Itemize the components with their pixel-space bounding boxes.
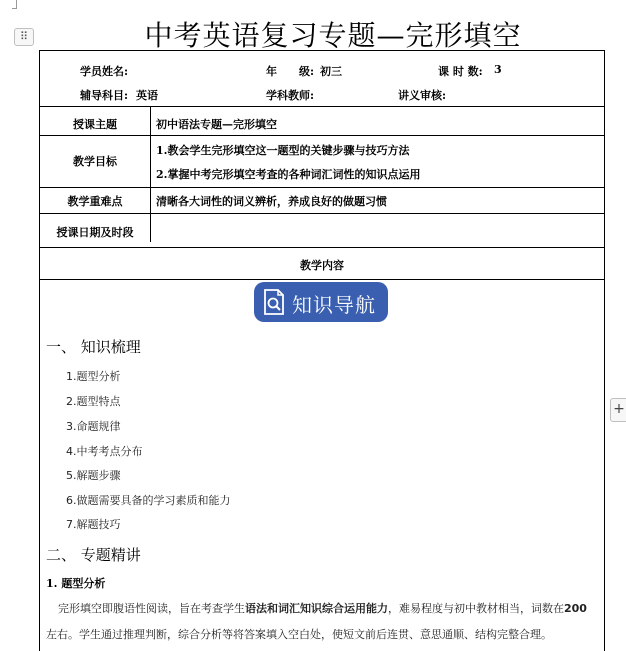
- list-item: 3.命题规律: [66, 420, 121, 433]
- divider: [40, 135, 604, 136]
- divider: [40, 247, 604, 248]
- list-item: 7.解题技巧: [66, 518, 121, 531]
- list-item: 1.题型分析: [66, 370, 121, 383]
- goals-label: 教学目标: [73, 155, 117, 168]
- content-header: 教学内容: [300, 259, 344, 272]
- teacher-label: 学科教师:: [266, 89, 315, 102]
- section-1-heading: 一、 知识梳理: [46, 338, 141, 356]
- divider: [40, 106, 604, 107]
- plus-icon[interactable]: +: [610, 398, 626, 422]
- list-item: 4.中考考点分布: [66, 445, 143, 458]
- review-label: 讲义审核:: [398, 89, 447, 102]
- knowledge-nav-label: 知识导航: [292, 293, 376, 317]
- section-2-heading: 二、 专题精讲: [46, 546, 141, 564]
- divider: [40, 187, 604, 188]
- list-item: 6.做题需要具备的学习素质和能力: [66, 494, 231, 507]
- paragraph-line-2: 左右。学生通过推理判断，综合分析等将答案填入空白处，使短文前后连贯、意思通顺、结构完整合理。: [46, 628, 552, 641]
- date-label: 授课日期及时段: [56, 226, 134, 239]
- divider: [40, 279, 604, 280]
- student-name-label: 学员姓名:: [80, 65, 129, 78]
- page-corner-mark: [12, 0, 17, 9]
- topic-label: 授课主题: [73, 118, 117, 131]
- grade-label: 年 级:: [266, 65, 315, 78]
- paragraph-line-1: 完形填空即腹语性阅读，旨在考查学生语法和词汇知识综合运用能力，难易程度与初中教材相当，词数在200: [58, 602, 587, 615]
- document-icon: [262, 288, 286, 316]
- drag-handle-icon[interactable]: ⠿: [14, 28, 34, 46]
- lessons-label: 课 时 数:: [438, 65, 483, 78]
- sub-heading: 1. 题型分析: [46, 577, 106, 590]
- list-item: 5.解题步骤: [66, 469, 121, 482]
- difficulty-value: 清晰各大词性的词义辨析，养成良好的做题习惯: [156, 195, 387, 208]
- list-item: 2.题型特点: [66, 395, 121, 408]
- lessons-value: 3: [494, 63, 502, 76]
- grade-value: 初三: [320, 65, 342, 78]
- goal-line-2: 2.掌握中考完形填空考查的各种词汇词性的知识点运用: [156, 168, 421, 181]
- difficulty-label: 教学重难点: [67, 195, 123, 208]
- knowledge-nav-badge: [254, 282, 388, 322]
- document-title: 中考英语复习专题—完形填空: [144, 19, 522, 52]
- divider: [40, 213, 604, 214]
- goal-line-1: 1.教会学生完形填空这一题型的关键步骤与技巧方法: [156, 144, 410, 157]
- subject-label: 辅导科目:: [80, 89, 129, 102]
- subject-value: 英语: [136, 89, 158, 102]
- topic-value: 初中语法专题—完形填空: [156, 118, 277, 131]
- column-divider: [150, 106, 151, 242]
